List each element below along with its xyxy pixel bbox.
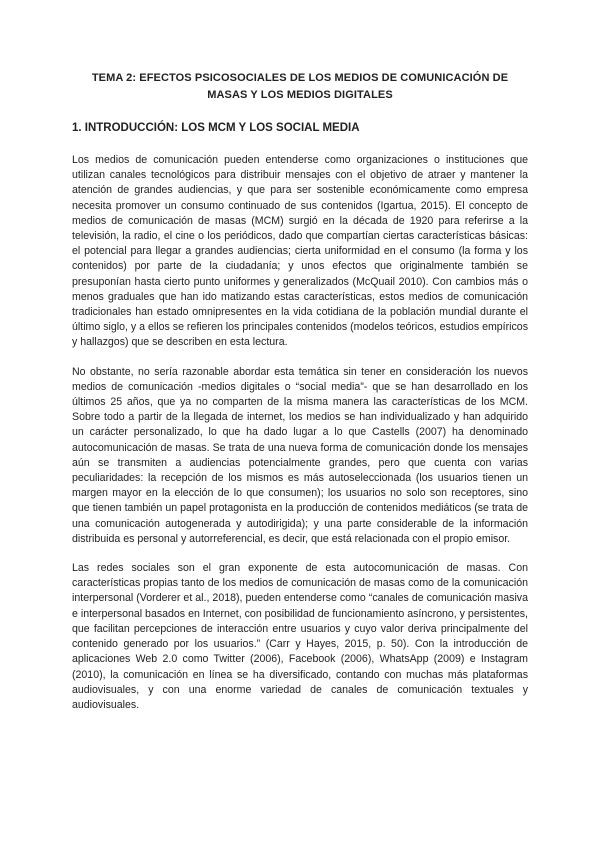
paragraph: Los medios de comunicación pueden entenderse como organizaciones o instituciones que utilizan canales tecnológicos para distribuir mensajes con el objetivo de atraer y mantener la atención de grandes audiencias, y que para ser sostenible económicamente como empresa necesita promover un consumo continuado de sus contenidos (Igartua, 2015). El concepto de medios de comunicación de masas (MCM) surgió en la década de 1920 para referirse a la televisión, la radio, el cine o los periódicos, dado que compartían ciertas características básicas: el potencial para llegar a grandes audiencias; cierta uniformidad en el consumo (la forma y los contenidos) por parte de la ciudadanía; y unos efectos que originalmente también se presuponían hasta cierto punto uniformes y generalizados (McQuail 2010). Con cambios más o menos graduales que han ido matizando estas características, estos medios de comunicación tradicionales han estado omnipresentes en la vida cotidiana de la población mundial durante el último siglo, y a ellos se refieren los principales contenidos (modelos teóricos, estudios empíricos y hallazgos) que se describen en esta lectura.: [72, 154, 528, 349]
document-page: [72, 70, 528, 727]
document-title: TEMA 2: EFECTOS PSICOSOCIALES DE LOS MEDIOS DE COMUNICACIÓN DE MASAS Y LOS MEDIOS DIGITALES: [91, 72, 509, 101]
paragraph: Las redes sociales son el gran exponente de esta autocomunicación de masas. Con características propias tanto de los medios de comunicación de masas como de la comunicación interpersonal (Vorderer et al., 2018), pueden entenderse como “canales de comunicación masiva e interpersonal basados en Internet, con posibilidad de funcionamiento asíncrono, y persistentes, que facilitan percepciones de interacción entre usuarios y cuyo valor deriva principalmente del contenido generado por los usuarios.” (Carr y Hayes, 2015, p. 50). Con la introducción de aplicaciones Web 2.0 como Twitter (2006), Facebook (2006), WhatsApp (2009) e Instagram (2010), la comunicación en línea se ha diversificado, contando con muchas más plataformas audiovisuales, y con una enorme variedad de canales de comunicación textuales y audiovisuales.: [72, 562, 528, 711]
section-heading: 1. INTRODUCCIÓN: LOS MCM Y LOS SOCIAL MEDIA: [72, 122, 360, 134]
paragraph: No obstante, no sería razonable abordar esta temática sin tener en consideración los nuevos medios de comunicación -medios digitales o “social media”- que se han desarrollado en los últimos 25 años, que ya no comparten de la misma manera las características de los MCM. Sobre todo a partir de la llegada de internet, los medios se han individualizado y han adquirido un carácter personalizado, lo que ha dado lugar a lo que Castells (2007) ha denominado autocomunicación de masas. Se trata de una nueva forma de comunicación donde los mensajes aún se transmiten a audiencias potencialmente grandes, pero que cuenta con varias peculiaridades: la recepción de los mismos es más autoseleccionada (los usuarios tienen un margen mayor en la elección de lo que consumen); los usuarios no solo son receptores, sino que tienen también un papel protagonista en la producción de contenidos mediáticos (se trata de una comunicación autogenerada y autodirigida); y una parte considerable de la información distribuida es personal y autorreferencial, es decir, que está relacionada con el propio emisor.: [72, 365, 528, 545]
